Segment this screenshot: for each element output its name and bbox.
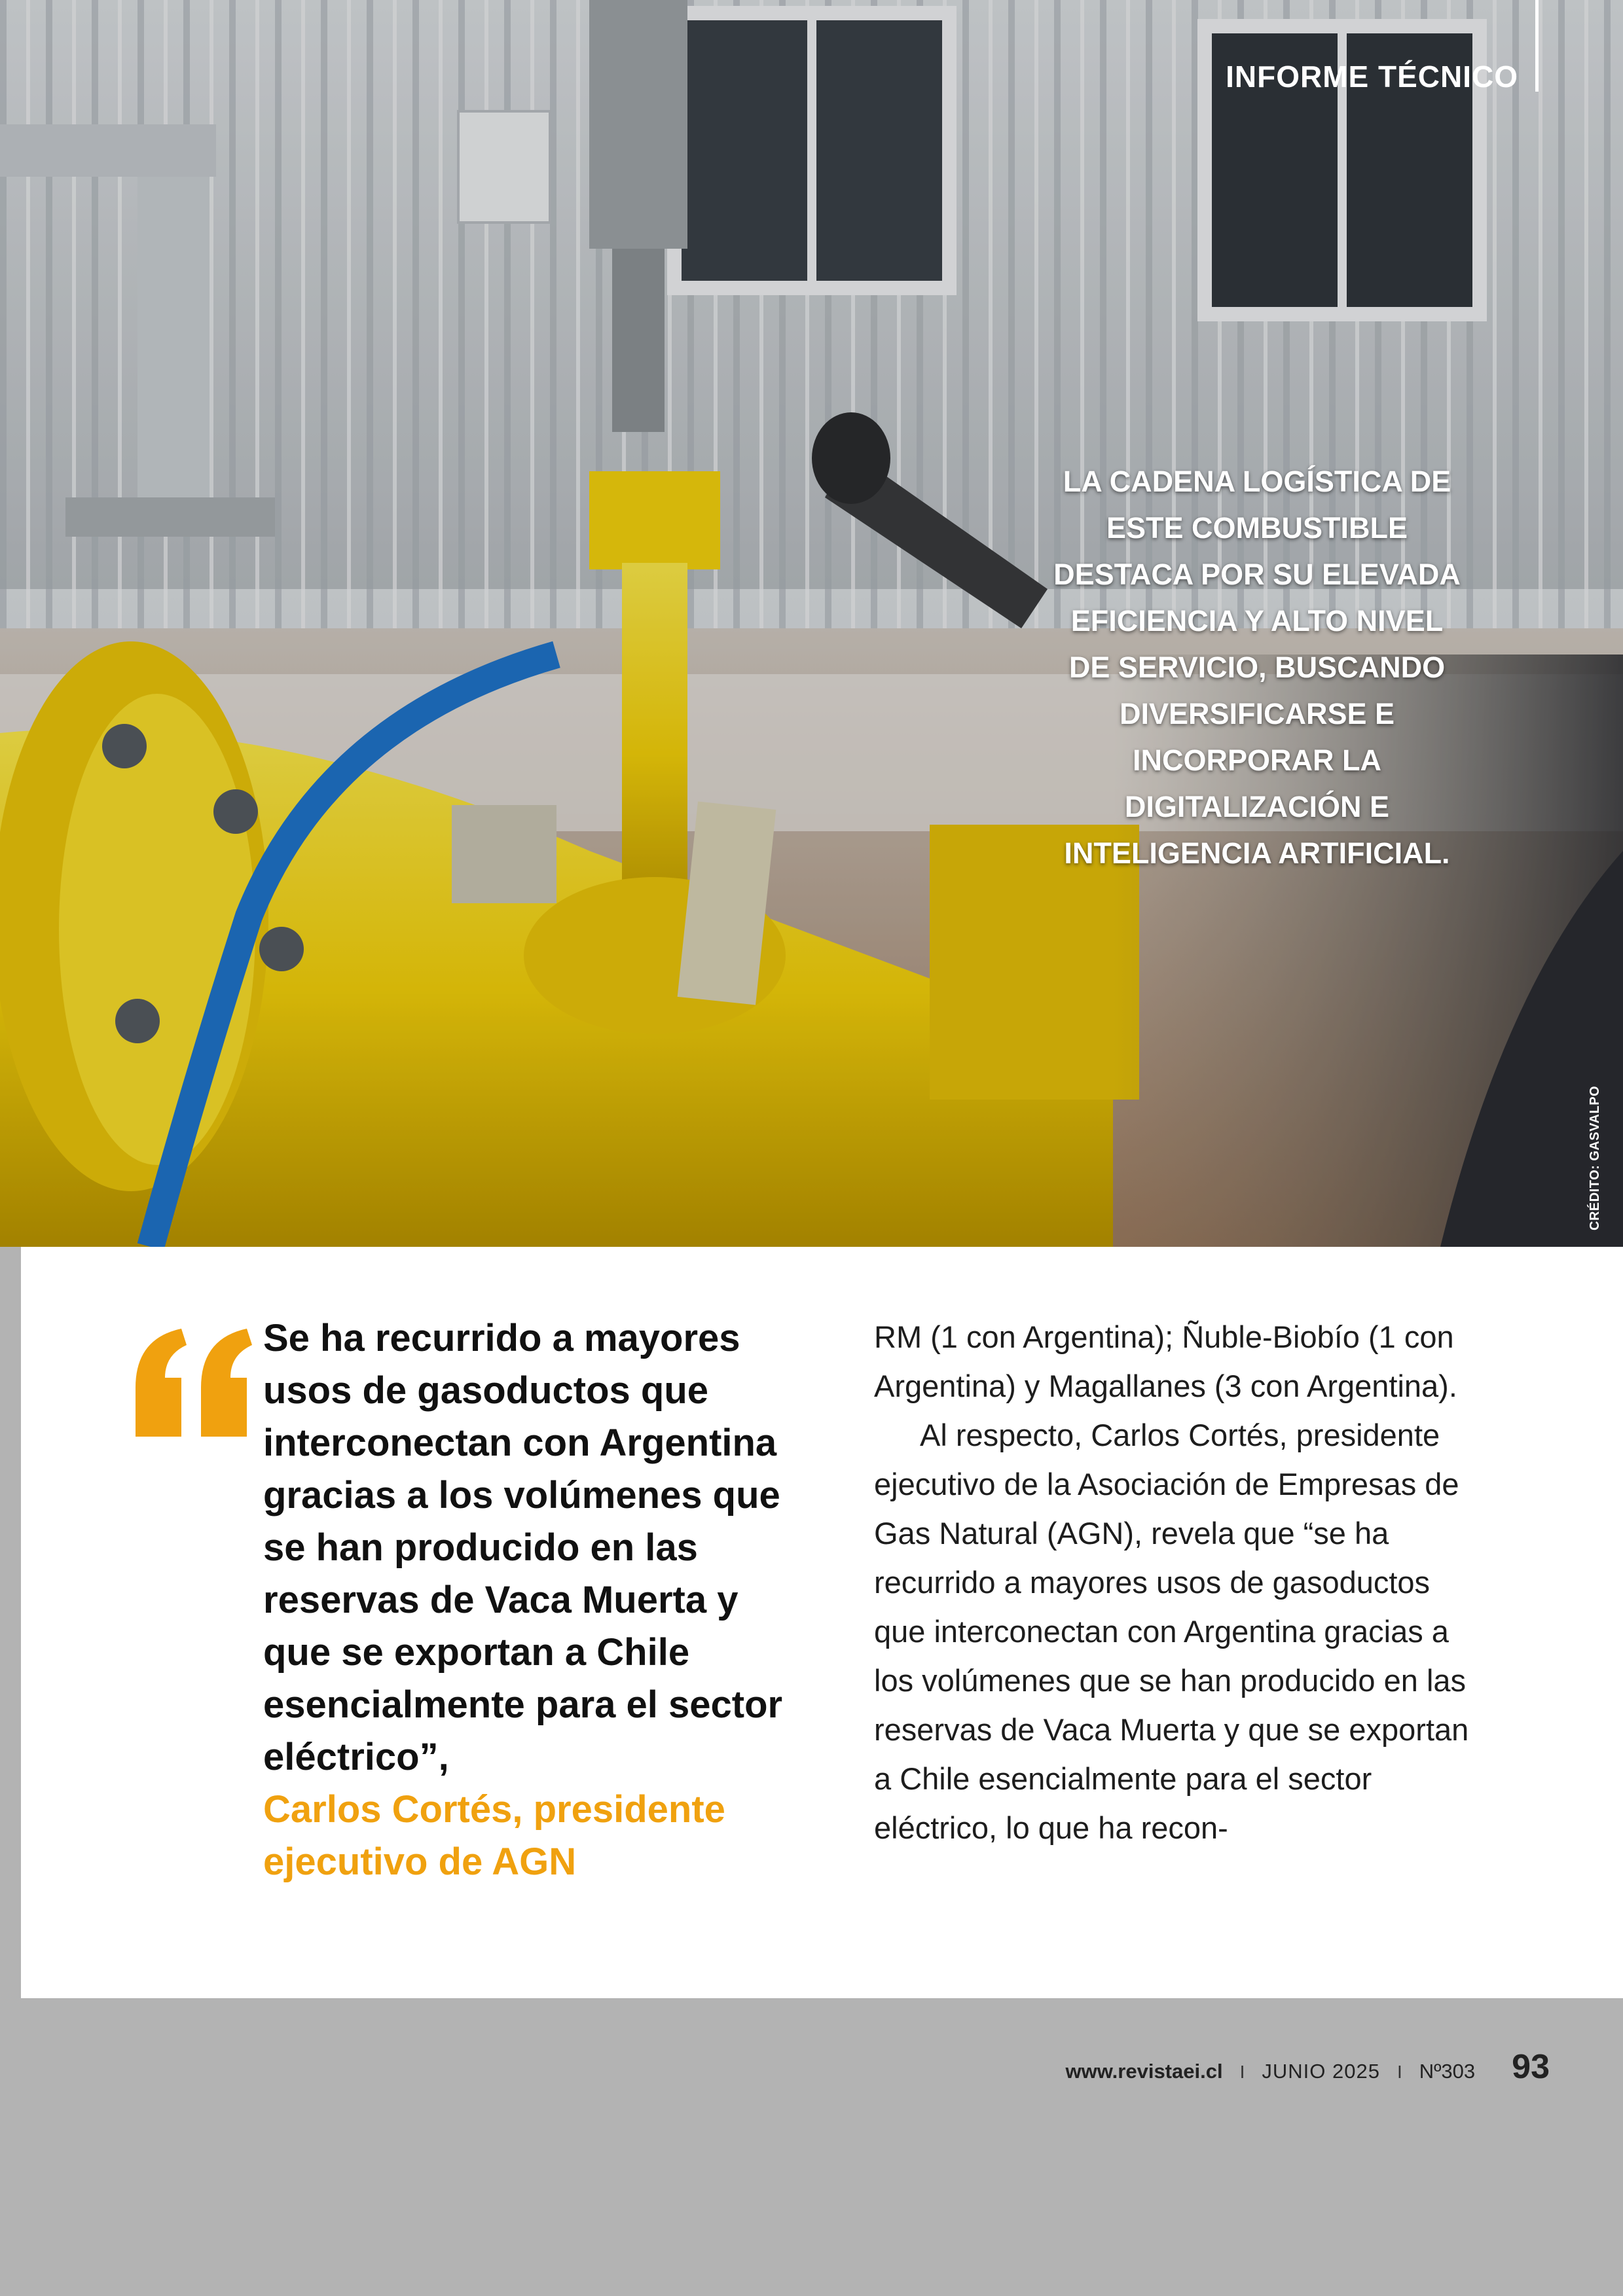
photo-caption: LA CADENA LOGÍSTICA DE ESTE COMBUSTIBLE DESTACA POR SU ELEVADA EFICIENCIA Y ALTO NIVEL DE SERVICIO, BUSCANDO DIVERSIFICARSE E INCORPORAR LA DIGITALIZACIÓN E INTELIGENCIA ARTIFICIAL. <box>1053 465 1461 870</box>
pull-quote-attribution: Carlos Cortés, presidente ejecutivo de AGN <box>263 1788 725 1883</box>
page-footer <box>1065 2047 1550 2087</box>
photo-credit: CRÉDITO: GASVALPO <box>1588 1085 1602 1230</box>
footer-separator: I <box>1239 2062 1245 2082</box>
pull-quote-text: Se ha recurrido a mayores usos de gasoductos que interconectan con Argentina gracias a los volúmenes que se han producido en las reservas de Vaca Muerta y que se exportan a Chile esencialmente para el sector eléctrico”, <box>263 1317 783 1778</box>
quote-mark-icon <box>129 1325 260 1443</box>
footer-website[interactable]: www.revistaei.cl <box>1065 2060 1223 2083</box>
section-label: INFORME TÉCNICO <box>1226 60 1518 94</box>
footer-issue: Nº303 <box>1419 2060 1476 2083</box>
body-paragraph: RM (1 con Argentina); Ñuble-Biobío (1 con Argentina) y Magallanes (3 con Argentina). <box>874 1319 1457 1403</box>
section-rule <box>1535 0 1539 92</box>
article-content <box>21 1247 1623 1998</box>
footer-separator: I <box>1396 2062 1402 2082</box>
footer-date: JUNIO 2025 <box>1262 2060 1380 2083</box>
body-paragraph: Al respecto, Carlos Cortés, presidente ejecutivo de la Asociación de Empresas de Gas Natural (AGN), revela que “se ha recurrido a mayores usos de gasoductos que interconectan con Argentina gracias a los volúmenes que se han producido en las reservas de Vaca Muerta y que se exportan a Chile esencialmente para el sector eléctrico, lo que ha recon- <box>874 1418 1469 1845</box>
article-body <box>874 1312 1476 1852</box>
page-number: 93 <box>1512 2048 1550 2086</box>
pull-quote <box>263 1312 813 1888</box>
